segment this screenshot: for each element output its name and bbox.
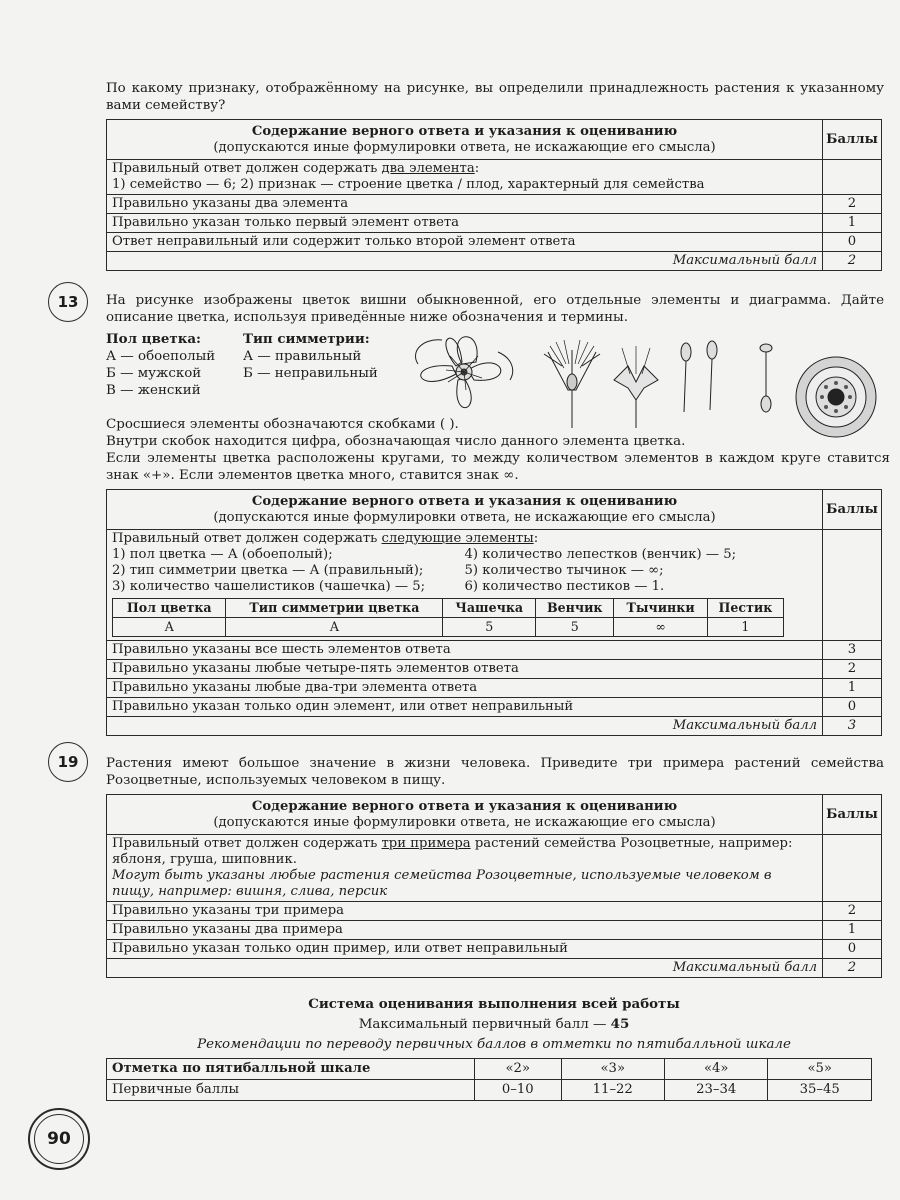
- answer-prefix: Правильный ответ должен содержать: [112, 531, 382, 546]
- table-row: [107, 641, 882, 660]
- legend-item: Б — мужской: [106, 366, 202, 381]
- note-line: Если элементы цветка расположены кругами, то между количеством элементов в каждом круге ставится знак «+». Если элементов цветка много, ставится знак ∞.: [106, 451, 890, 483]
- grade-value: «3»: [561, 1059, 664, 1080]
- table-row: [107, 698, 882, 717]
- max-score-label: Максимальный балл: [107, 252, 823, 271]
- criterion-score: 0: [823, 233, 882, 252]
- pistil-icon: [760, 344, 772, 412]
- criterion-score: 2: [823, 660, 882, 679]
- answer-element: 6) количество пестиков — 1.: [464, 579, 665, 594]
- answer-element: 4) количество лепестков (венчик) — 5;: [464, 547, 737, 562]
- formula-value: 1: [707, 618, 783, 637]
- criterion-score: 0: [823, 940, 882, 959]
- formula-value: А: [226, 618, 443, 637]
- criterion-text: Правильно указаны любые два-три элемента ответа: [107, 679, 823, 698]
- grade-conversion-table: [106, 1058, 872, 1101]
- score-column-header: Баллы: [823, 490, 882, 530]
- score-column-header: Баллы: [823, 120, 882, 160]
- formula-header: Тычинки: [614, 599, 708, 618]
- formula-header: Тип симметрии цветка: [226, 599, 443, 618]
- criterion-score: 3: [823, 641, 882, 660]
- answer-suffix: :: [474, 161, 480, 176]
- table-row: [107, 195, 882, 214]
- answer-prefix: Правильный ответ должен содержать: [112, 836, 382, 851]
- table-header-subtitle: (допускаются иные формулировки ответа, не искажающие его смысла): [213, 510, 716, 525]
- legend-item: В — женский: [106, 383, 201, 398]
- max-score-row: [107, 717, 882, 736]
- table-header-cell: [107, 490, 823, 530]
- table-header-cell: [107, 795, 823, 835]
- table-row: [107, 1059, 872, 1080]
- table-header-subtitle: (допускаются иные формулировки ответа, не искажающие его смысла): [213, 815, 716, 830]
- question-number-19: 19: [48, 742, 88, 782]
- primary-score-range: 11–22: [561, 1080, 664, 1101]
- formula-header: Пол цветка: [113, 599, 226, 618]
- grade-value: «2»: [475, 1059, 562, 1080]
- criterion-score: 2: [823, 902, 882, 921]
- grade-row-label: Отметка по пятибалльной шкале: [107, 1059, 475, 1080]
- page-number: 90: [34, 1114, 84, 1164]
- flower-formula-table: [112, 598, 784, 637]
- answer-element: 3) количество чашелистиков (чашечка) — 5;: [112, 579, 426, 594]
- max-score-value: 2: [823, 252, 882, 271]
- grade-row-label: Первичные баллы: [107, 1080, 475, 1101]
- criterion-text: Правильно указаны два примера: [107, 921, 823, 940]
- q13-prompt: На рисунке изображены цветок вишни обыкновенной, его отдельные элементы и диаграмма. Дайте описание цветка, используя приведённые ниже обозначения и термины.: [106, 293, 884, 325]
- criterion-score: 1: [823, 921, 882, 940]
- criterion-text: Правильно указаны два элемента: [107, 195, 823, 214]
- max-score-row: [107, 252, 882, 271]
- table-row: [107, 921, 882, 940]
- max-score-label: Максимальный балл: [107, 717, 823, 736]
- table-header-cell: [107, 120, 823, 160]
- primary-score-range: 23–34: [665, 1080, 768, 1101]
- formula-value: ∞: [614, 618, 708, 637]
- criterion-text: Правильно указан только один элемент, или ответ неправильный: [107, 698, 823, 717]
- formula-value: 5: [536, 618, 614, 637]
- answer-element: 5) количество тычинок — ∞;: [464, 563, 664, 578]
- q19-prompt: Растения имеют большое значение в жизни человека. Приведите три примера растений семейства Розоцветные, используемых человеком в пищу.: [106, 756, 884, 788]
- q12-answer-table: [106, 119, 882, 271]
- legend-title: Тип симметрии:: [243, 331, 370, 347]
- formula-header: Чашечка: [443, 599, 536, 618]
- answer-suffix: растений семейства Розоцветные, например: яблоня, груша, шиповник.: [112, 836, 793, 867]
- cherry-flower-icon: [415, 337, 512, 408]
- criterion-text: Правильно указан только первый элемент ответа: [107, 214, 823, 233]
- formula-header: Венчик: [536, 599, 614, 618]
- criterion-text: Правильно указан только один пример, или ответ неправильный: [107, 940, 823, 959]
- max-score-value: 3: [823, 717, 882, 736]
- table-row: [107, 679, 882, 698]
- score-column-header: Баллы: [823, 795, 882, 835]
- max-score-row: [107, 959, 882, 978]
- answer-note: Могут быть указаны любые растения семейства Розоцветные, используемые человеком в пищу, например: вишня, слива, персик: [112, 868, 772, 899]
- grading-section: [106, 994, 882, 1055]
- max-primary-value: 45: [610, 1016, 630, 1032]
- answer-suffix: :: [533, 531, 539, 546]
- criterion-text: Ответ неправильный или содержит только второй элемент ответа: [107, 233, 823, 252]
- page-number-badge: [28, 1108, 90, 1170]
- answer-element: 2) тип симметрии цветка — А (правильный);: [112, 563, 424, 578]
- answer-cell: [107, 160, 823, 195]
- grade-value: «5»: [768, 1059, 872, 1080]
- table-header-title: Содержание верного ответа и указания к оцениванию: [251, 799, 678, 814]
- table-row: [107, 233, 882, 252]
- criterion-text: Правильно указаны три примера: [107, 902, 823, 921]
- primary-score-range: 35–45: [768, 1080, 872, 1101]
- answer-underlined: следующие элементы: [381, 531, 534, 546]
- answer-element: 1) пол цветка — А (обоеполый);: [112, 547, 333, 562]
- flower-sex-legend: [106, 331, 256, 399]
- flower-section-icon: [544, 340, 600, 428]
- formula-header: Пестик: [707, 599, 783, 618]
- primary-score-range: 0–10: [475, 1080, 562, 1101]
- answer-prefix: Правильный ответ должен содержать: [112, 161, 382, 176]
- grade-value: «4»: [665, 1059, 768, 1080]
- max-primary-score: [106, 1014, 882, 1035]
- formula-value: А: [113, 618, 226, 637]
- max-score-value: 2: [823, 959, 882, 978]
- answer-cell: [107, 835, 823, 902]
- table-row: [107, 214, 882, 233]
- criterion-score: 1: [823, 679, 882, 698]
- legend-item: А — обоеполый: [106, 349, 216, 364]
- criterion-text: Правильно указаны все шесть элементов ответа: [107, 641, 823, 660]
- table-header-title: Содержание верного ответа и указания к оцениванию: [251, 494, 678, 509]
- max-score-label: Максимальный балл: [107, 959, 823, 978]
- question-number-13: 13: [48, 282, 88, 322]
- answer-underlined: два элемента: [381, 161, 475, 176]
- max-primary-label: Максимальный первичный балл —: [358, 1017, 611, 1032]
- note-line: Сросшиеся элементы обозначаются скобками ( ).: [106, 417, 459, 432]
- legend-title: Пол цветка:: [106, 331, 201, 347]
- criterion-score: 0: [823, 698, 882, 717]
- table-row: [107, 902, 882, 921]
- grading-title: Система оценивания выполнения всей работы: [308, 996, 680, 1012]
- table-header-subtitle: (допускаются иные формулировки ответа, не искажающие его смысла): [213, 140, 716, 155]
- table-row: [107, 660, 882, 679]
- q12-prompt: По какому признаку, отображённому на рисунке, вы определили принадлежность растения к указанному вами семейству?: [106, 81, 884, 113]
- note-line: Внутри скобок находится цифра, обозначающая число данного элемента цветка.: [106, 434, 686, 449]
- formula-value: 5: [443, 618, 536, 637]
- q19-answer-table: [106, 794, 882, 978]
- criterion-text: Правильно указаны любые четыре-пять элементов ответа: [107, 660, 823, 679]
- answer-underlined: три примера: [381, 836, 471, 851]
- symmetry-legend: [243, 331, 403, 382]
- legend-item: Б — неправильный: [243, 366, 378, 381]
- table-header-title: Содержание верного ответа и указания к оцениванию: [251, 124, 678, 139]
- criterion-score: 2: [823, 195, 882, 214]
- table-row: [107, 940, 882, 959]
- legend-item: А — правильный: [243, 349, 362, 364]
- grading-recommendation: Рекомендации по переводу первичных баллов в отметки по пятибалльной шкале: [197, 1037, 791, 1052]
- answer-cell: [107, 530, 823, 641]
- notation-notes: [106, 416, 890, 484]
- criterion-score: 1: [823, 214, 882, 233]
- table-row: [107, 1080, 872, 1101]
- q13-answer-table: [106, 489, 882, 736]
- answer-line: 1) семейство — 6; 2) признак — строение цветка / плод, характерный для семейства: [112, 177, 705, 192]
- stamen-icon: [681, 341, 717, 412]
